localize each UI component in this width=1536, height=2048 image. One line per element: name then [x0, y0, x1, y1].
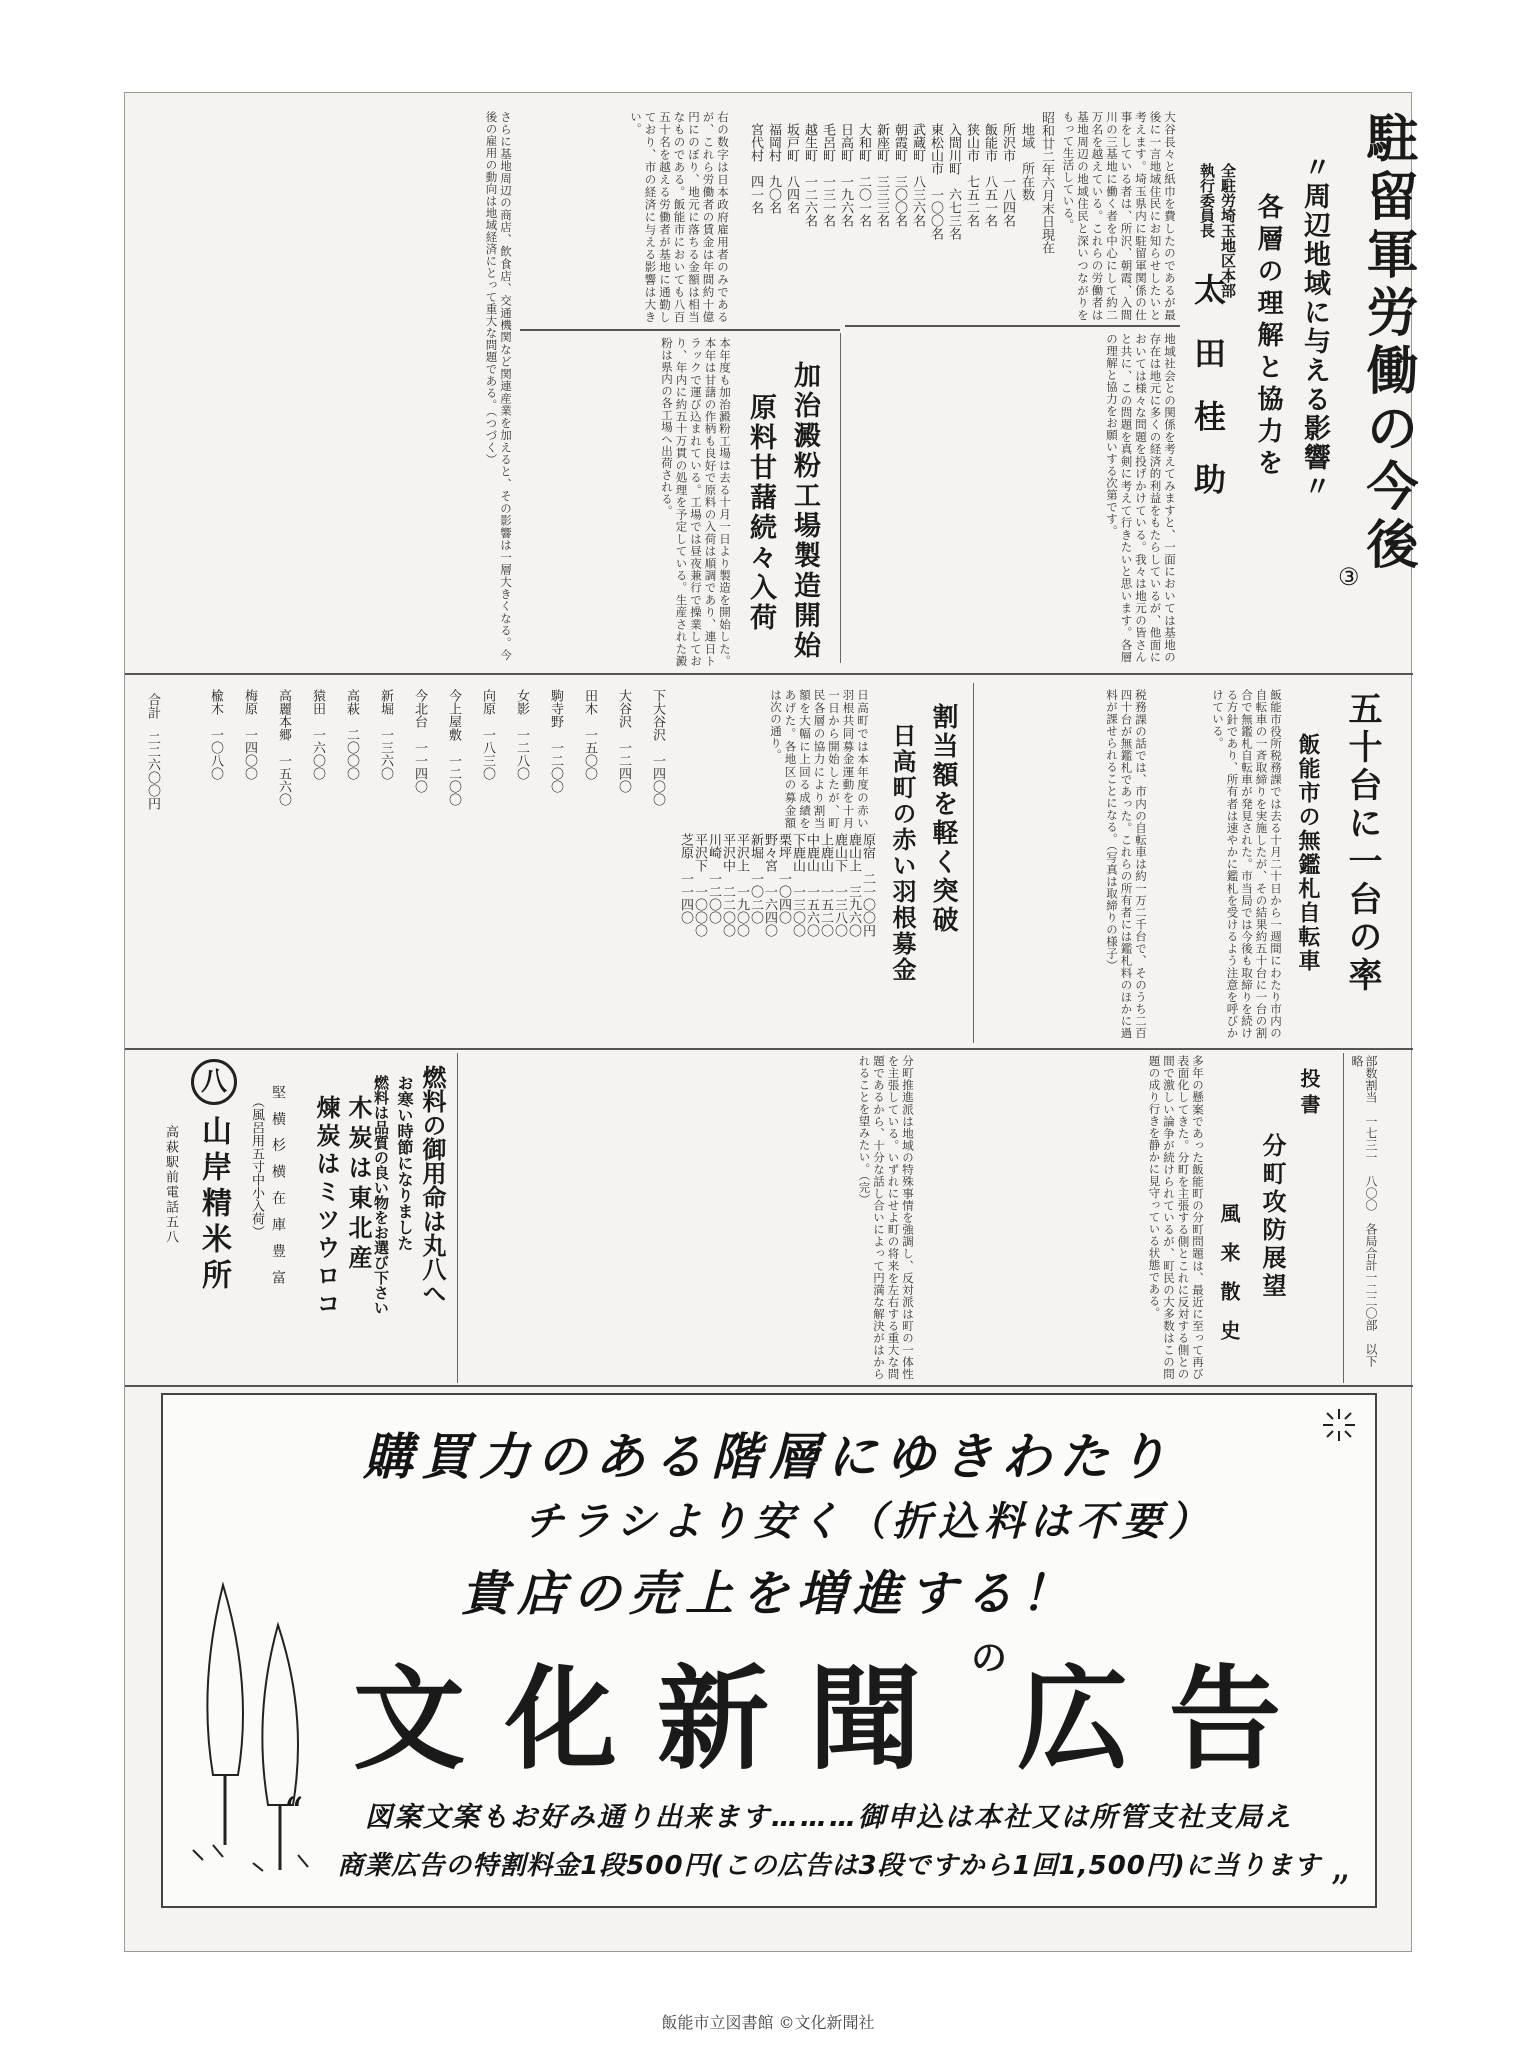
table-row: 飯能市 八五一名: [982, 123, 997, 227]
ad-title-tail: 広告: [1017, 1654, 1322, 1785]
donation-row: 高萩 二〇〇〇: [344, 689, 359, 780]
fifty-body-2: 税務課の話では、市内の自転車は約一万二千台で、そのうち二百四十台が無鑑札であった。これらの所有者には鑑札料のほかに過料が課せられることになる。（写真は取締りの様子）: [1105, 689, 1148, 1039]
ad-note-1: 図案文案もお好み通り出来ます………御申込は本社又は所管支社支局え: [365, 1802, 1293, 1833]
donation-row: 下鹿山 一三〇〇: [790, 833, 805, 937]
ad-title-main: 文化新聞: [353, 1654, 961, 1785]
fuel-line-6: （風呂用五寸中小入荷）: [249, 1095, 264, 1238]
kaji-headline-1: 加治澱粉工場製造開始: [789, 361, 820, 661]
fuel-line-2: 燃料は品質の良い物をお選び下さい: [372, 1075, 390, 1315]
hane-table-2: [165, 689, 665, 1043]
donation-row: 野々宮 一六四〇: [762, 833, 777, 937]
main-headline: 駐留軍労働の今後: [1357, 111, 1418, 575]
kaji-headline-2: 原料甘藷続々入荷: [745, 393, 776, 633]
ad-line-1: 購買力のある階層にゆきわたり: [363, 1428, 1175, 1486]
table-row: 所沢市 一八四名: [1000, 123, 1015, 227]
donation-row: 栗坪 一〇四〇: [776, 833, 791, 924]
table-row: 大和町 二〇一名: [856, 123, 871, 227]
donation-row: 原宿 二一〇〇円: [860, 833, 875, 937]
ad-title-no: の: [971, 1637, 1008, 1679]
donation-row: 鹿山上 三九六〇: [846, 833, 861, 937]
left-top-body-1: 右の数字は日本政府雇用者のみであるが、これら労働者の賃金は年間約十億円にのぼり、地元に落ちる金額は相当なものである。飯能市においても八百五十名を越える労働者が基地に通勤しており、市の経済に与える影響は大きい。: [629, 111, 730, 323]
donation-row: 高麗本郷 一五六〇: [276, 689, 291, 806]
rice-name: 山岸精米所: [196, 1115, 231, 1295]
newspaper-page: [124, 92, 1418, 1952]
ad-line-2: チラシより安く（折込料は不要）: [524, 1499, 1214, 1545]
table-row: 宮代村 四一名: [748, 123, 763, 214]
table-row: 朝霞町 三〇〇名: [892, 123, 907, 227]
kaji-body: 本年度も加治澱粉工場は去る十月一日より製造を開始した。本年は甘藷の作柄も良好で原料の入荷は順調であり、連日トラックで運び込まれている。工場では昼夜兼行で操業しており、年内に約五十万貫の処理を予定している。生産された澱粉は県内の各工場へ出荷される。: [660, 337, 732, 668]
donation-row: 上鹿山 一五二〇: [818, 833, 833, 937]
donation-row: 梅原 一四〇〇: [242, 689, 257, 780]
donation-row: 鹿山下 一三八〇: [832, 833, 847, 937]
donation-row: 楡木 一〇八〇: [208, 689, 223, 780]
donation-row: 新堀 一〇二〇: [748, 833, 763, 924]
table-row: 日高町 一九六名: [838, 123, 853, 227]
table-row: 坂戸町 八四名: [784, 123, 799, 214]
main-body-2: 地域社会との関係を考えてみますと、一面においては基地の存在は地元に多くの経済的利益をもたらしているが、他面においては様々な問題を投げかけている。我々は地元の皆さんと共に、この問題を真剣に考えて行きたいと思います。各層の理解と協力をお願いする次第です。: [1105, 333, 1177, 663]
rice-mark-icon: 八: [191, 1059, 237, 1105]
donation-row: 今上屋敷 一二〇〇: [446, 689, 461, 806]
donation-row: 平沢下 一〇〇〇: [692, 833, 707, 937]
main-table-title: 昭和廿二年六月末日現在: [1039, 111, 1054, 254]
donation-row: 猿田 一六〇〇: [310, 689, 325, 780]
donation-row: 平沢中 二二〇〇: [720, 833, 735, 937]
fuel-line-3: 木炭は東北産: [344, 1095, 373, 1275]
fuel-line-1: お寒い時節になりました: [395, 1075, 414, 1251]
main-body-1: 大谷長々と紙巾を費したのであるが最後に一言地域住民にお知らせしたいと考えます。埼玉県内に駐留軍関係の仕事をしている者は、所沢、朝霞、入間川の三基地に働く者を中心にして約二万名を越えている。これらの労働者は基地周辺の地域住民と深いつながりをもって生活している。: [1061, 111, 1177, 321]
table-row: 武蔵町 八三六名: [910, 123, 925, 227]
donation-row: 下大谷沢 一四〇〇: [650, 689, 665, 806]
main-byline-org: 全駐労埼玉地区本部: [1219, 163, 1237, 298]
donation-row: 今北台 一一四〇: [412, 689, 427, 793]
main-byline-title: 執行委員長: [1198, 163, 1216, 238]
hane-headline-1: 割当額を軽く突破: [928, 703, 958, 935]
fuel-line-5: 堅 横 杉 横 在 庫 豊 富: [270, 1085, 286, 1289]
fifty-headline: 五十台に一台の率: [1342, 691, 1382, 995]
ad-note-2: 商業広告の特割料金1段500円(この広告は3段ですから1回1,500円)に当ります: [337, 1851, 1321, 1881]
main-table-header: 地域 所在数: [1019, 123, 1034, 201]
hane-total: 合計 二二六〇〇円: [145, 693, 160, 810]
hane-table-1: [680, 833, 875, 1043]
table-row: 狭山市 七五二名: [964, 123, 979, 227]
table-row: 越生町 一二六名: [802, 123, 817, 227]
donation-row: 向原 一八三〇: [480, 689, 495, 780]
main-table: [735, 123, 1015, 323]
bunmachi-author: 風 来 散 史: [1217, 1203, 1241, 1346]
left-top-body-2: さらに基地周辺の商店、飲食店、交通機関など関連産業を加えると、その影響は一層大きくなる。今後の雇用の動向は地域経済にとって重大な問題である。（つづく）: [484, 111, 513, 661]
main-headline-number: ③: [1338, 563, 1360, 591]
donation-row: 駒寺野 一二〇〇: [548, 689, 563, 793]
donation-row: 平沢上 一九〇〇: [734, 833, 749, 937]
bunka-shimbun-ad: [161, 1393, 1377, 1908]
donation-row: 田木 一五〇〇: [582, 689, 597, 780]
table-row: 東松山市 一〇〇名: [928, 123, 943, 240]
bunmachi-label: 投書: [1297, 1068, 1321, 1120]
hane-headline-2: 日高町の赤い羽根募金: [888, 723, 917, 983]
ad-quote-open: “: [283, 1790, 304, 1836]
ad-title: [353, 1630, 1353, 1785]
bunmachi-body-2: 分町推進派は地域の特殊事情を強調し、反対派は町の一体性を主張している。いずれにせよ町の将来を左右する重大な問題であるから、十分な話し合いによって円満な解決がはかられることを望みたい。（完）: [857, 1055, 915, 1380]
donation-row: 芝原 一一四〇: [678, 833, 693, 924]
table-row: 福岡村 九〇名: [766, 123, 781, 214]
donation-row: 川崎 一二〇〇: [706, 833, 721, 924]
ad-line-3: 貴店の売上を増進する！: [460, 1566, 1077, 1622]
rice-phone: 高萩駅前電話五八: [163, 1125, 178, 1245]
main-byline-lead: 各層の理解と協力を: [1253, 193, 1283, 481]
table-row: 毛呂町 一三一名: [820, 123, 835, 227]
ad-quote-close: „: [1330, 1843, 1351, 1889]
library-credit: 飯能市立図書館 ©文化新聞社: [661, 2013, 875, 2032]
fuel-ad: [305, 1055, 453, 1380]
donation-row: 大谷沢 一二四〇: [616, 689, 631, 793]
donation-row: 女影 一二八〇: [514, 689, 529, 780]
bunmachi-headline: 分町攻防展望: [1258, 1133, 1287, 1301]
donation-row: 新堀 一三六〇: [378, 689, 393, 780]
bunmachi-body-1: 多年の懸案であった飯能町の分町問題は、最近に至って再び表面化してきた。分町を主張する側とこれに反対する側との間で激しい論争が続けられているが、町民の大多数はこの問題の成り行きを静かに見守っている状態である。: [1147, 1055, 1205, 1380]
main-subheadline: 〃周辺地域に与える影響〃: [1299, 153, 1330, 501]
main-byline-name: 太 田 桂 助: [1189, 273, 1227, 505]
fifty-body-1: 飯能市役所税務課では去る十月二十日から一週間にわたり市内の自転車の一斉取締りを実施したが、その結果約五十台に一台の割合で無鑑札自転車が発見された。市当局では今後も取締りを続ける方針であり、所有者は速やかに鑑札を受けるよう注意を呼びかけている。: [1211, 689, 1283, 1039]
fifty-subheadline: 飯能市の無鑑札自転車: [1295, 733, 1321, 973]
fuel-title: 燃料の御用命は丸八へ: [418, 1065, 447, 1305]
donation-row: 中鹿山 一五六〇: [804, 833, 819, 937]
hane-body: 日高町では本年度の赤い羽根共同募金運動を十月一日から開始したが、町民各層の協力により割当額を大幅に上回る成績をあげた。各地区の募金額は次の通り。: [769, 689, 870, 829]
circulation-note: 部数割当 一七三一 八〇〇 各局合計一二二〇部 以下略: [1350, 1055, 1378, 1367]
table-row: 新座町 三三三名: [874, 123, 889, 227]
fuel-line-4: 煉炭はミツウロコ: [312, 1095, 341, 1319]
rice-ad: [143, 1055, 303, 1380]
table-row: 入間川町 六七三名: [946, 123, 961, 240]
